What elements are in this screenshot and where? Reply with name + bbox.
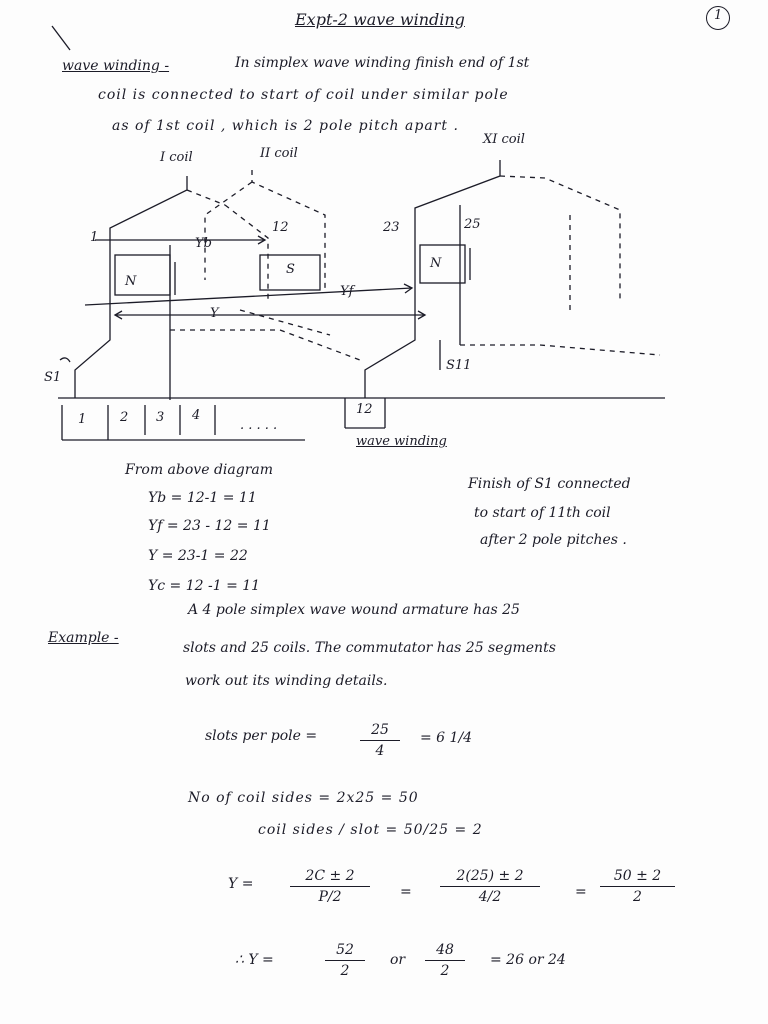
equation-yc: Yc = 12 -1 = 11 xyxy=(148,578,261,594)
y-fraction-3-num: 50 ± 2 xyxy=(613,868,662,884)
equals-sign-2: = xyxy=(575,884,587,900)
coil-sides-equation: No of coil sides = 2x25 = 50 xyxy=(188,790,419,806)
equation-yf: Yf = 23 - 12 = 11 xyxy=(148,518,271,534)
y-label: Y xyxy=(210,306,219,321)
yb-label: Yb xyxy=(195,236,212,251)
final-fraction-a-den: 2 xyxy=(340,963,350,979)
conductor-1: 1 xyxy=(90,230,99,245)
slots-result: = 6 1/4 xyxy=(420,730,473,746)
final-or: or xyxy=(390,952,406,968)
page-number: 1 xyxy=(714,8,723,23)
equations-intro: From above diagram xyxy=(125,462,274,478)
label-coil-1: I coil xyxy=(160,150,193,165)
y-fraction-2-den: 4/2 xyxy=(478,889,502,905)
diagram-caption: wave winding xyxy=(356,434,447,449)
y-fraction-3 xyxy=(600,868,675,905)
conductor-23: 23 xyxy=(383,220,400,235)
final-fraction-a xyxy=(325,942,365,979)
note-line-2: to start of 11th coil xyxy=(474,505,611,521)
example-line-2: slots and 25 coils. The commutator has 25 segments xyxy=(183,640,556,656)
fraction-bar xyxy=(425,960,465,961)
fraction-bar xyxy=(600,886,675,887)
s11-label: S11 xyxy=(446,358,472,373)
conductor-25: 25 xyxy=(464,217,481,232)
equation-y: Y = 23-1 = 22 xyxy=(148,548,248,564)
note-line-1: Finish of S1 connected xyxy=(468,476,631,492)
y-fraction-1 xyxy=(290,868,370,905)
final-result: = 26 or 24 xyxy=(490,952,566,968)
note-line-3: after 2 pole pitches . xyxy=(480,532,627,548)
slots-fraction xyxy=(360,722,400,759)
segment-dots: . . . . . xyxy=(240,418,278,433)
coil-sides-per-slot: coil sides / slot = 50/25 = 2 xyxy=(258,822,483,838)
final-fraction-b xyxy=(425,942,465,979)
slots-per-pole-label: slots per pole = xyxy=(205,728,318,744)
north-pole-2: N xyxy=(430,256,442,271)
y-fraction-1-den: P/2 xyxy=(318,889,342,905)
equals-sign-1: = xyxy=(400,884,412,900)
fraction-bar xyxy=(360,740,400,741)
y-fraction-2-num: 2(25) ± 2 xyxy=(456,868,524,884)
yf-label: Yf xyxy=(340,284,354,299)
final-fraction-b-num: 48 xyxy=(436,942,454,958)
final-fraction-b-den: 2 xyxy=(440,963,450,979)
definition-term: wave winding - xyxy=(62,58,170,74)
label-coil-11: XI coil xyxy=(483,132,525,147)
fraction-bar xyxy=(325,960,365,961)
segment-2: 2 xyxy=(120,410,129,425)
example-label: Example - xyxy=(48,630,119,646)
page-title: Expt-2 wave winding xyxy=(295,10,465,29)
south-pole: S xyxy=(286,262,295,277)
y-fraction-1-num: 2C ± 2 xyxy=(305,868,355,884)
definition-line-1: In simplex wave winding finish end of 1st xyxy=(235,55,530,71)
y-fraction-2 xyxy=(440,868,540,905)
conductor-12: 12 xyxy=(272,220,289,235)
slots-numerator: 25 xyxy=(371,722,389,738)
equation-yb: Yb = 12-1 = 11 xyxy=(148,490,257,506)
label-coil-2: II coil xyxy=(260,146,298,161)
segment-4: 4 xyxy=(192,408,201,423)
example-line-1: A 4 pole simplex wave wound armature has 25 xyxy=(188,602,520,618)
fraction-bar xyxy=(290,886,370,887)
definition-line-2: coil is connected to start of coil under similar pole xyxy=(98,87,509,103)
segment-12: 12 xyxy=(356,402,373,417)
definition-line-3: as of 1st coil , which is 2 pole pitch apart . xyxy=(112,118,459,134)
s1-label: S1 xyxy=(44,370,62,385)
segment-3: 3 xyxy=(156,410,165,425)
final-y-label: ∴ Y = xyxy=(235,952,274,968)
north-pole-1: N xyxy=(125,274,137,289)
y-formula-label: Y = xyxy=(228,876,254,892)
final-fraction-a-num: 52 xyxy=(336,942,354,958)
fraction-bar xyxy=(440,886,540,887)
y-fraction-3-den: 2 xyxy=(633,889,642,905)
segment-1: 1 xyxy=(78,412,87,427)
slots-denominator: 4 xyxy=(375,743,385,759)
example-line-3: work out its winding details. xyxy=(185,673,388,689)
